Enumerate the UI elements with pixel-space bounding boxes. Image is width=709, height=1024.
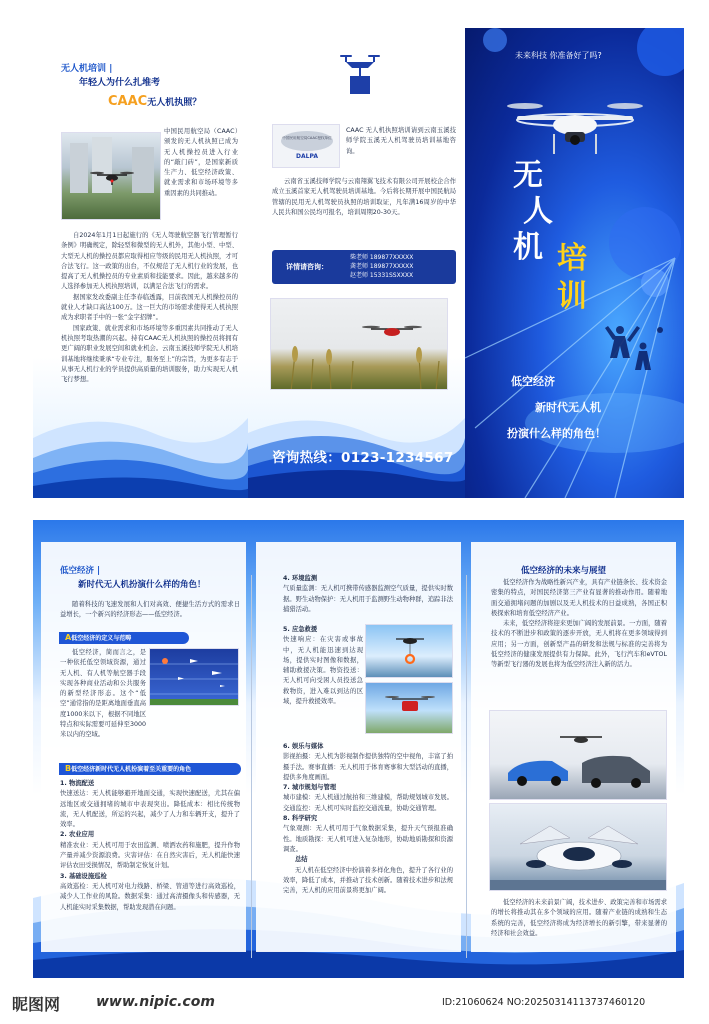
future-heading: 低空经济的未来与展望 — [521, 566, 607, 576]
delivery-drone-photo — [365, 682, 453, 734]
title-char: 人 — [523, 194, 553, 229]
front-sheet — [33, 28, 684, 498]
back-heading: 新时代无人机扮演什么样的角色！ — [78, 580, 206, 590]
front-panel-middle — [248, 28, 465, 498]
back-tag: 低空经济 | — [60, 566, 101, 576]
flying-car-photo — [489, 710, 667, 800]
title-char: 训 — [557, 279, 587, 314]
item-text: 气象观测：无人机可用于气象数据采集，提升天气预报准确性。地质勘探：无人机可进入复杂地形，协助地质勘探和资源调查。 — [283, 825, 454, 853]
school-text — [272, 177, 456, 218]
back-middle-items — [283, 574, 453, 615]
drone-city-photo — [61, 132, 161, 220]
cover-title-yellow — [557, 240, 587, 316]
caac-intro-text — [164, 127, 238, 199]
section-b-label — [59, 763, 241, 775]
item-text: 高效巡检：无人机可对电力线路、桥梁、管道等进行高效巡检，减少人工作业的风险。数据采集：通过高清摄像头和传感器，无人机能实时采集数据，帮助发现潜在问题。 — [60, 882, 240, 911]
future-para-1: 低空经济作为战略性新兴产业，具有产业链条长、技术资金密集的特点，对国民经济第三产业有显著的推动作用。随着地面交通拥堵问题的加剧以及无人机技术的日益成熟，各国正积极探索和培育低空经济产业。 — [491, 579, 667, 617]
item-heading: 7. 城市规划与管理 — [283, 784, 337, 792]
section-tag: 无人机培训 | — [61, 64, 113, 74]
section-a-para: 低空经济，简而言之，是一种依托低空领域资源，通过无人机、有人机等航空器手段实现各种商业活动和公共服务的新型经济形态。这个“低空”通常指的是距离地面垂直高度1000米以下，根据不同地区特点和实际需要可延伸至3000米以内的空域。 — [60, 649, 146, 739]
back-middle-items-lower — [283, 742, 453, 896]
badge-brand: DALPA — [296, 153, 318, 160]
item-text: 快速送达：无人机能够避开地面交通，实现快速配送，尤其在偏远地区或交通拥堵的城市中表现突出。降低成本：相比传统物流，无人机配送，所运的兴起，减少了人力和车辆开支，提升了效率。 — [60, 790, 240, 829]
altitude-diagram — [149, 648, 239, 706]
section-a-text — [60, 648, 146, 741]
item-heading: 8. 科学研究 — [283, 815, 318, 823]
cover-sub-1: 低空经济 — [511, 375, 555, 388]
section-letter: B — [65, 764, 72, 773]
footer-logo: 昵图网 — [12, 995, 61, 1014]
future-text-bottom — [491, 898, 667, 939]
intro-para: 随着科技的飞速发展和人们对高效、便捷生活方式的需求日益增长，一个新兴的经济形态——低空经济。 — [60, 601, 240, 619]
item-text: 快速响应：在灾害或事故中，无人机能迅速到达现场，提供实时图像和数据，辅助救援决策。物资投送：无人机可向受困人员投送急救物资，进入难以到达的区域，提升救援效率。 — [283, 636, 363, 706]
wave-decoration — [33, 378, 248, 498]
item-heading: 5. 应急救援 — [283, 626, 318, 633]
title-char: 无 — [513, 158, 543, 193]
item-text: 无人机在低空经济中扮演着多样化角色，提升了各行业的效率，降低了成本，并推动了技术创新。随着技术进步和法规完善，无人机的应用前景将更加广阔。 — [283, 866, 454, 895]
footer-id: ID:21060624 NO:20250314113737460120 — [442, 997, 646, 1008]
wave-decoration — [248, 378, 465, 498]
para-2: 自2024年1月1日起施行的《无人驾驶航空器飞行管理暂行条例》明确规定，除轻型和微型的无人机外，其他小型、中型、大型无人机的操控员都应取得相应等级的民用无人机执照，才可合法飞行。这一政策的出台，不仅规范了无人机行业的发展，也提高了无人机操控员的专业素质和技能要求。因此，越来越多的人选择参加无人机执照培训，以满足合法飞行的需求。 — [61, 232, 238, 291]
back-middle-items-narrow — [283, 625, 363, 707]
watermark-footer — [0, 980, 709, 1024]
title-char: 培 — [557, 241, 587, 276]
school-para: 云南省玉溪技师学院与云南翔翼飞技术有限公司开展校企合作成立玉溪首家无人机驾驶员培训基地。今后将长期开展中国民航局管辖的民用无人机驾驶员执照的培训取证，凡年满16周岁的中华人民共和国公民均可报名，培训周期20-30天。 — [272, 178, 456, 216]
item-heading: 4. 环境监测 — [283, 575, 318, 582]
consult-para: CAAC 无人机执照培训请到云南玉溪技师学院玉溪无人机驾驶员培训基地咨询。 — [346, 127, 456, 155]
future-para-3: 低空经济的未来前景广阔，技术进步、政策完善和市场需求的增长将推动其在多个领域的应用。随着产业链的成熟和生态系统的完善，低空经济将成为经济增长的新引擎，带来显著的经济和社会效益。 — [491, 899, 667, 937]
item-heading: 1. 物流配送 — [60, 780, 95, 787]
footer-url: www.nipic.com — [96, 994, 215, 1010]
title-char: 机 — [513, 230, 543, 265]
contact-box — [272, 250, 456, 284]
panel-divider — [466, 575, 467, 958]
item-text: 气质量监测：无人机可携带传感器监测空气质量，提供实时数据。野生动物保护：无人机用于监测野生动物种群，追踪非法捕猎活动。 — [283, 585, 454, 613]
item-text: 精准农业：无人机可用于农田监测、喷洒农药和施肥，提升作物产量并减少资源浪费。灾害评估：在自然灾害后，无人机能快速评估农田受损情况，帮助制定恢复计划。 — [60, 841, 240, 870]
badge-caption: 中国民用航空局CAAC授权单位 — [282, 136, 332, 140]
headline-caac — [108, 90, 201, 109]
body-text-block — [61, 231, 238, 385]
contact-item: 柴老师 189877XXXXX — [350, 254, 414, 261]
evtol-photo — [489, 803, 667, 891]
certificate-badge — [272, 124, 340, 168]
license-text: 无人机执照？ — [147, 98, 202, 108]
section-title: 低空经济新时代无人机扮演着至关重要的角色 — [71, 766, 192, 773]
item-heading: 总结 — [295, 856, 308, 864]
item-heading: 3. 基础设施巡检 — [60, 872, 107, 880]
back-intro — [60, 600, 240, 621]
cover-slogan: 未来科技 你准备好了吗? — [515, 51, 602, 60]
rescue-drone-photo — [365, 624, 453, 678]
cover-sub-3: 扮演什么样的角色！ — [507, 427, 606, 440]
item-text: 城市建模：无人机通过航拍和三维建模，帮助规划城市发展。交通监控：无人机可实时监控交通流量，协助交通管理。 — [283, 794, 454, 812]
contact-item: 赵老师 15331SSXXXX — [350, 272, 414, 279]
cover-sub-2: 新时代无人机 — [535, 401, 601, 414]
para-3: 据国家发改委副主任李春临透露，目前我国无人机操控员的就业人才缺口高达100万。这一巨大的市场需求使得无人机执照成为求职者手中的一张“金字招牌”。 — [61, 293, 238, 322]
front-panel-left — [33, 28, 248, 498]
item-heading: 2. 农业应用 — [60, 831, 95, 839]
section-a-label — [59, 632, 189, 644]
future-para-2: 未来，低空经济将迎来更加广阔的发展前景。一方面，随着技术的不断进步和政策的逐步开放，无人机将在更多领域得到应用；另一方面，创新型产品的研发和法规与标准的完善将为低空经济的健康发展提供有力保障。此外，飞行汽车和eVTOL等新型飞行器的发展也将为低空经济注入新的活力。 — [491, 620, 667, 669]
section-letter: A — [65, 633, 72, 642]
drone-delivery-icon — [338, 50, 382, 98]
item-text: 影视拍摄：无人机为影视制作提供独特的空中视角，丰富了拍摄手法。赛事直播：无人机用于体育赛事和大型活动的直播，提供多角度画面。 — [283, 753, 454, 781]
contact-list — [350, 253, 413, 280]
front-panel-cover — [465, 28, 684, 498]
future-text-top — [491, 578, 667, 671]
drone-field-photo — [270, 298, 448, 390]
consult-text — [346, 126, 456, 157]
contact-label: 详情请咨询： — [286, 263, 328, 271]
headline-question: 年轻人为什么扎堆考 — [79, 78, 161, 88]
item-heading: 6. 娱乐与媒体 — [283, 743, 324, 750]
para-1: 中国民用航空局（CAAC）颁发的无人机执照已成为无人机操控员进入行业的“敲门砖”，是国家新质生产力、低空经济政策、就业需求和市场环境等多重因素的共同推动。 — [164, 128, 238, 197]
section-title: 低空经济的定义与范畴 — [71, 635, 132, 642]
contact-item: 龚老师 189877XXXXX — [350, 263, 414, 270]
cover-title-white — [513, 158, 553, 266]
para-4: 国家政策、就业需求和市场环境等多重因素共同推动了无人机执照考取热潮的兴起。持有CAAC无人机执照的操控员将拥有更广阔的职业发展空间和就业机会。云南玉溪技师学院无人机培训基地将继续秉承“专业专注，服务至上”的宗旨，为更多有志于从事无人机行业的学员提供高质量的培训服务，助力实现无人机飞行梦想。 — [61, 324, 238, 384]
back-sheet — [33, 520, 684, 978]
hotline: 咨询热线：0123-1234567 — [272, 450, 454, 466]
panel-divider — [251, 575, 252, 958]
section-b-items — [60, 779, 240, 913]
caac-text: CAAC — [108, 94, 148, 109]
